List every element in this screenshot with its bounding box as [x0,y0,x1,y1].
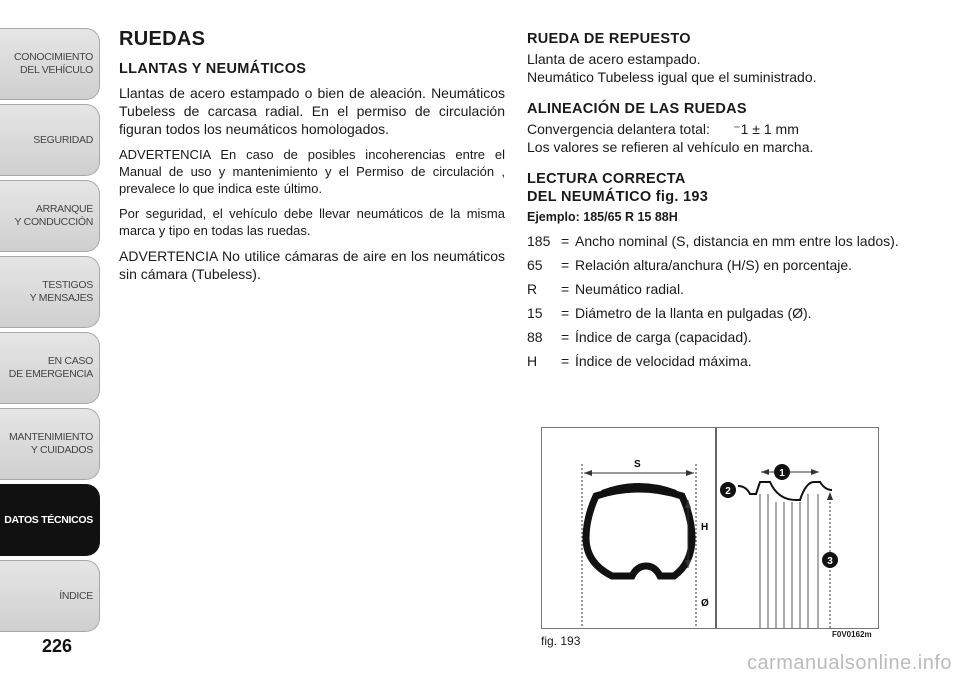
equals-sign: = [561,353,570,369]
page-title: RUEDAS [119,28,206,50]
definition-key: R [527,281,538,297]
section-title-lectura-2: DEL NEUMÁTICO fig. 193 [527,189,709,205]
alignment-line-1: Convergencia delantera total: ⁻1 ± 1 mm [527,121,799,137]
definition-row [527,304,927,322]
tab-seguridad[interactable]: SEGURIDAD [0,104,100,176]
label-diameter: Ø [701,598,709,609]
tab-testigos[interactable]: TESTIGOS Y MENSAJES [0,256,100,328]
tire-code-definitions [527,232,927,370]
definition-value: Índice de carga (capacidad). [575,329,752,345]
arrowhead [827,492,833,500]
tab-indice[interactable]: ÍNDICE [0,560,100,632]
arrowhead [686,470,694,476]
figure-code: F0V0162m [832,630,872,639]
definition-value: Relación altura/anchura (H/S) en porcentaje. [575,257,853,273]
definition-row [527,232,927,250]
equals-sign: = [561,257,570,273]
equals-sign: = [561,329,570,345]
left-column [119,30,505,291]
definition-row [527,280,927,298]
definition-value: Diámetro de la llanta en pulgadas (Ø). [575,305,812,321]
definition-row [527,352,927,370]
definition-key: H [527,353,538,369]
tab-datos-tecnicos[interactable]: DATOS TÉCNICOS [0,484,100,556]
definition-key: 15 [527,305,543,321]
alignment-line-2: Los valores se refieren al vehículo en marcha. [527,139,814,155]
spare-line-1: Llanta de acero estampado. [527,51,701,67]
section-title-alineacion: ALINEACIÓN DE LAS RUEDAS [527,101,747,117]
section-title-llantas: LLANTAS Y NEUMÁTICOS [119,61,307,77]
definition-key: 88 [527,329,543,345]
figure-caption: fig. 193 [541,634,581,648]
paragraph-seguridad: Por seguridad, el vehículo debe llevar neumáticos de la misma marca y tipo en todas las ruedas. [119,206,505,238]
marker-2-label: 2 [725,486,731,497]
spare-line-2: Neumático Tubeless igual que el suministrado. [527,69,817,85]
section-title-lectura-1: LECTURA CORRECTA [527,171,686,187]
tab-conocimiento[interactable]: CONOCIMIENTO DEL VEHÍCULO [0,28,100,100]
arrowhead [761,469,769,475]
equals-sign: = [561,281,570,297]
tire-outline [586,489,692,576]
tab-emergencia[interactable]: EN CASO DE EMERGENCIA [0,332,100,404]
equals-sign: = [561,233,570,249]
definition-value: Neumático radial. [575,281,684,297]
tire-example: Ejemplo: 185/65 R 15 88H [527,210,678,224]
definition-row [527,328,927,346]
tab-arranque[interactable]: ARRANQUE Y CONDUCCIÓN [0,180,100,252]
definition-key: 185 [527,233,551,249]
definition-value: Índice de velocidad máxima. [575,353,752,369]
marker-1-label: 1 [779,468,785,479]
definition-row [527,256,927,274]
tab-mantenimiento[interactable]: MANTENIMIENTO Y CUIDADOS [0,408,100,480]
right-column [527,30,927,376]
tire-diagram-figure [541,427,879,629]
watermark: carmanualsonline.info [746,652,952,674]
marker-3-label: 3 [827,556,833,567]
tire-diagram [542,428,878,628]
label-h: H [701,522,709,533]
arrowhead [584,470,592,476]
equals-sign: = [561,305,570,321]
section-title-repuesto: RUEDA DE REPUESTO [527,31,691,47]
paragraph-advertencia-1: ADVERTENCIA En caso de posibles incoherencias entre el Manual de uso y mantenimiento y el Permiso de circulación , prevalece lo que indica este último. [119,147,505,196]
label-s: S [634,459,641,470]
page-number: 226 [42,636,73,656]
definition-key: 65 [527,257,543,273]
definition-value: Ancho nominal (S, distancia en mm entre los lados). [575,233,899,249]
paragraph-advertencia-2: ADVERTENCIA No utilice cámaras de aire en los neumáticos sin cámara (Tubeless). [119,248,505,282]
paragraph-llantas: Llantas de acero estampado o bien de aleación. Neumáticos Tubeless de carcasa radial. En el permiso de circulación figuran todos los neumáticos homologados. [119,85,505,137]
arrowhead [811,469,819,475]
